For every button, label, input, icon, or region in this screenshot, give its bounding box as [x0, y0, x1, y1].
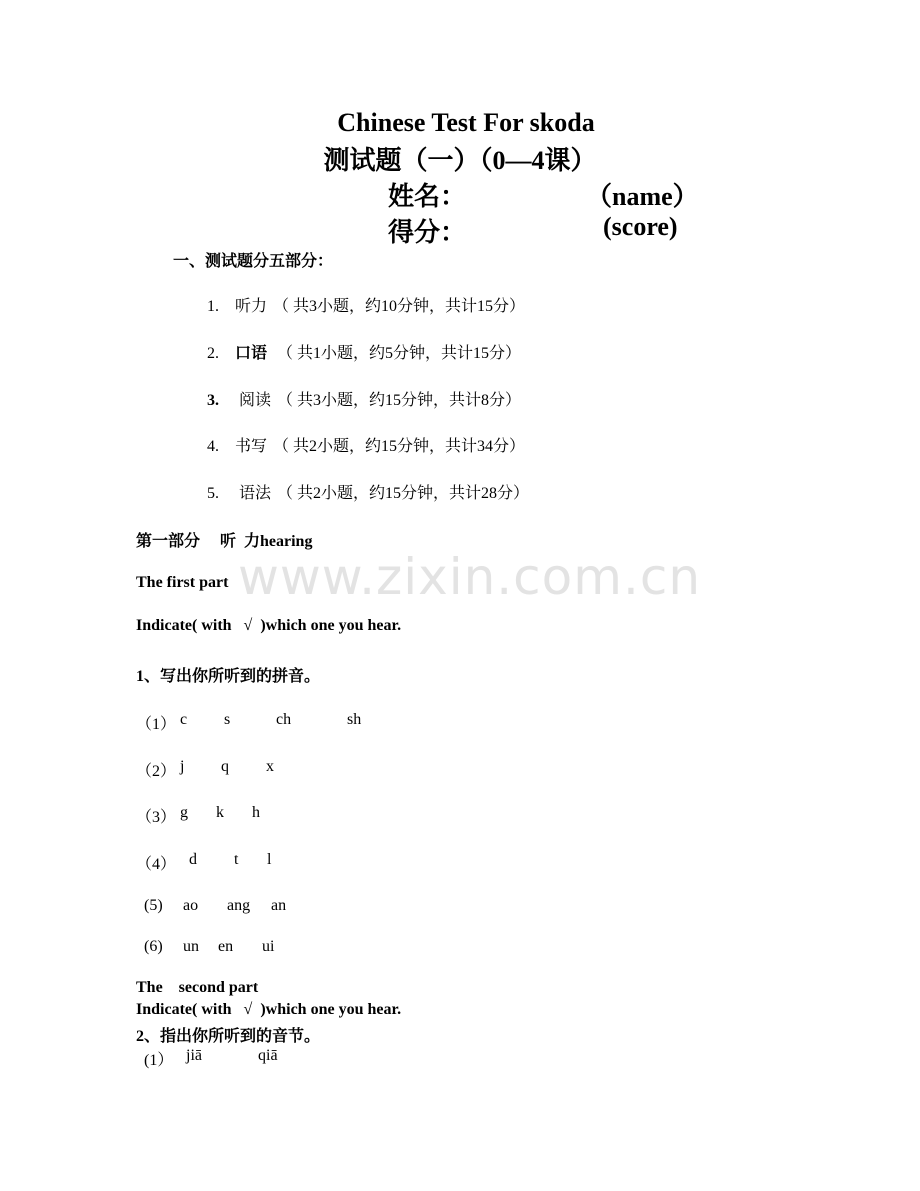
item-desc: （ 共1小题，约5分钟，共计15分） — [273, 345, 522, 362]
item-desc: （ 共3小题，约15分钟，共计8分） — [277, 392, 522, 409]
row-label: （1） — [136, 716, 177, 733]
item-desc: （ 共2小题，约15分钟，共计28分） — [277, 485, 530, 502]
part2-task: 2、指出你所听到的音节。 — [136, 1028, 321, 1045]
pinyin-option[interactable]: ao — [183, 897, 199, 914]
item-number: 3. — [207, 392, 219, 409]
item-name: 听力 — [235, 298, 268, 315]
row-label: （3） — [136, 809, 177, 826]
pinyin-option[interactable]: x — [266, 758, 274, 775]
pinyin-option[interactable]: d — [189, 851, 197, 868]
item-desc: （ 共2小题，约15分钟，共计34分） — [273, 438, 526, 455]
title-english: Chinese Test For skoda — [337, 108, 595, 137]
item-name: 书写 — [235, 438, 268, 455]
pinyin-option[interactable]: q — [221, 758, 229, 775]
score-suffix: (score) — [603, 212, 678, 241]
item-desc: （ 共3小题，约10分钟，共计15分） — [273, 298, 526, 315]
pinyin-option[interactable]: s — [224, 711, 231, 728]
intro-heading: 一、测试题分五部分： — [173, 253, 334, 270]
row-label: （4） — [136, 856, 177, 873]
part2-instruction: Indicate( with √ )which one you hear. — [136, 1001, 402, 1018]
part2-subtitle: The second part — [136, 979, 259, 996]
title-chinese: 测试题（一）（0—4课） — [323, 146, 597, 175]
item-number: 4. — [207, 438, 219, 455]
intro-item — [207, 293, 525, 316]
pinyin-option[interactable]: h — [252, 804, 260, 821]
intro-item — [207, 340, 521, 363]
row-label: （2） — [136, 763, 177, 780]
name-label: 姓名： — [388, 182, 467, 211]
item-name: 口语 — [235, 345, 268, 362]
score-label: 得分： — [388, 218, 467, 247]
pinyin-option[interactable]: sh — [347, 711, 362, 728]
pinyin-option[interactable]: g — [180, 804, 188, 821]
pinyin-option[interactable]: ch — [276, 711, 292, 728]
row-label: (1） — [144, 1052, 174, 1069]
watermark: www.zixin.com.cn — [238, 548, 702, 606]
intro-item — [207, 433, 525, 456]
item-name: 阅读 — [239, 392, 272, 409]
intro-item — [207, 387, 521, 410]
item-number: 2. — [207, 345, 219, 362]
pinyin-option[interactable]: c — [180, 711, 188, 728]
pinyin-option[interactable]: t — [234, 851, 239, 868]
syllable-option[interactable]: qiā — [258, 1047, 278, 1064]
row-label: (6) — [144, 938, 163, 955]
part1-heading: 第一部分 听 力hearing — [136, 533, 313, 550]
pinyin-option[interactable]: un — [183, 938, 199, 955]
pinyin-option[interactable]: l — [267, 851, 272, 868]
intro-item — [207, 480, 529, 503]
part1-task: 1、写出你所听到的拼音。 — [136, 668, 321, 685]
pinyin-option[interactable]: en — [218, 938, 234, 955]
part1-subtitle: The first part — [136, 574, 229, 591]
item-name: 语法 — [239, 485, 272, 502]
item-number: 5. — [207, 485, 219, 502]
name-suffix: （name） — [586, 182, 699, 211]
row-label: (5) — [144, 897, 163, 914]
item-number: 1. — [207, 298, 219, 315]
pinyin-option[interactable]: j — [180, 758, 185, 775]
pinyin-option[interactable]: an — [271, 897, 287, 914]
pinyin-option[interactable]: ui — [262, 938, 275, 955]
syllable-option[interactable]: jiā — [186, 1047, 202, 1064]
pinyin-option[interactable]: ang — [227, 897, 251, 914]
pinyin-option[interactable]: k — [216, 804, 224, 821]
part1-instruction: Indicate( with √ )which one you hear. — [136, 617, 402, 634]
